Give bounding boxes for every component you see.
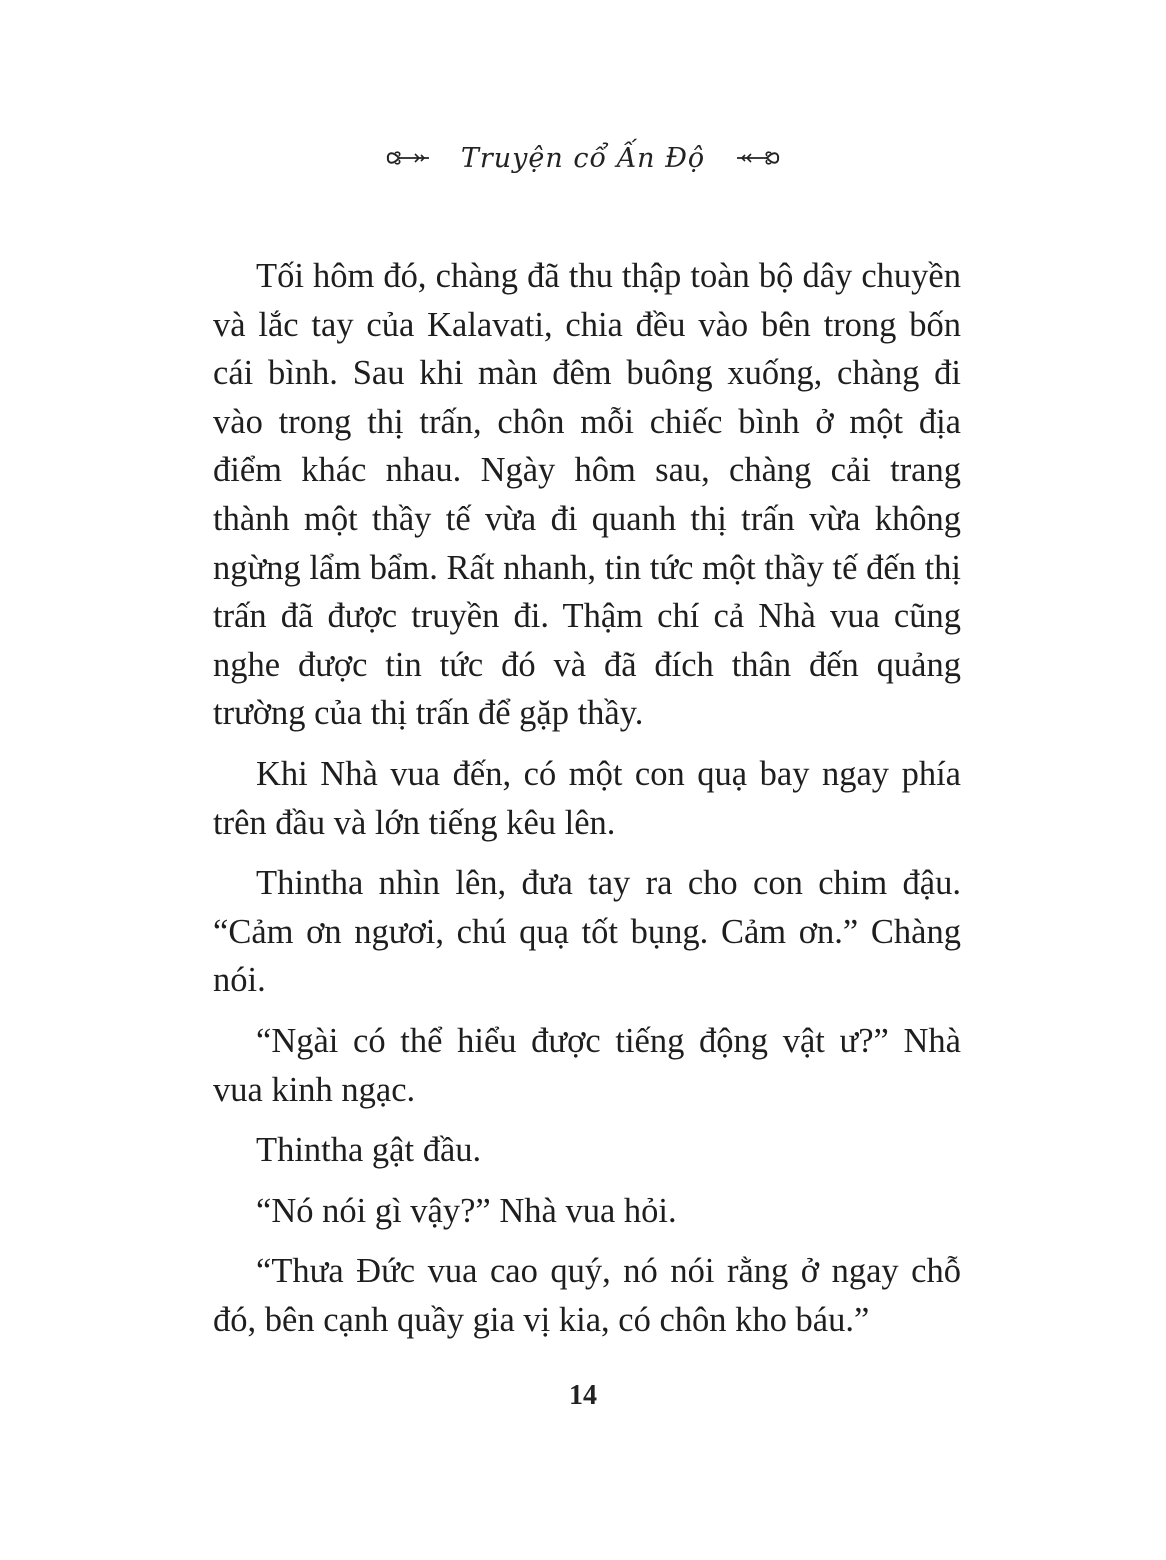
paragraph: Thintha gật đầu. [256,1131,482,1170]
running-header [0,134,1166,182]
paragraph: “Nó nói gì vậy?” Nhà vua hỏi. [256,1191,677,1230]
paragraph: “Ngài có thể hiểu được tiếng động vật ư?” Nhà vua kinh ngạc. [213,1021,961,1109]
flourish-right-icon [733,143,781,173]
flourish-left-icon [385,143,433,173]
running-header-title: Truyện cổ Ấn Độ [460,142,706,174]
paragraph: Tối hôm đó, chàng đã thu thập toàn bộ dây chuyền và lắc tay của Kalavati, chia đều vào bên trong bốn cái bình. Sau khi màn đêm buông xuống, chàng đi vào trong thị trấn, chôn mỗi chiếc bình ở một địa điểm khác nhau. Ngày hôm sau, chàng cải trang thành một thầy tế vừa đi quanh thị trấn vừa không ngừng lẩm bẩm. Rất nhanh, tin tức một thầy tế đến thị trấn đã được truyền đi. Thậm chí cả Nhà vua cũng nghe được tin tức đó và đã đích thân đến quảng trường của thị trấn để gặp thầy. [213,257,961,733]
paragraph: Thintha nhìn lên, đưa tay ra cho con chim đậu. “Cảm ơn ngươi, chú quạ tốt bụng. Cảm ơn.” Chàng nói. [213,864,961,1000]
paragraph: Khi Nhà vua đến, có một con quạ bay ngay phía trên đầu và lớn tiếng kêu lên. [213,754,961,842]
paragraph: “Thưa Đức vua cao quý, nó nói rằng ở ngay chỗ đó, bên cạnh quầy gia vị kia, có chôn kho báu.” [213,1252,961,1339]
story-body [213,252,961,1356]
page-number: 14 [569,1380,597,1411]
